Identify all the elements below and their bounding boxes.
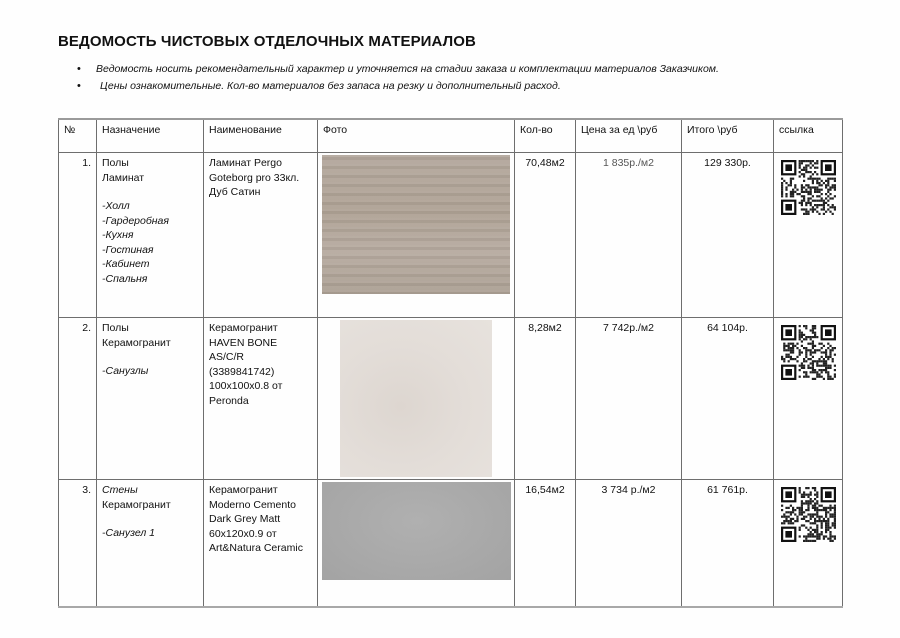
link-cell[interactable] — [774, 480, 843, 607]
purpose-type: Стены — [102, 484, 138, 496]
quantity: 70,48м2 — [515, 153, 576, 318]
room-item: -Кабинет — [102, 258, 150, 270]
header-purpose: Назначение — [97, 119, 204, 153]
header-total: Итого \руб — [682, 119, 774, 153]
photo-cell — [318, 480, 515, 607]
qr-code-icon[interactable] — [781, 325, 836, 380]
porcelain-bone-swatch-image — [340, 320, 492, 477]
row-num: 2. — [59, 318, 97, 480]
purpose-material: Керамогранит — [102, 336, 171, 349]
photo-cell — [318, 318, 515, 480]
quantity: 16,54м2 — [515, 480, 576, 607]
room-item: -Кухня — [102, 229, 134, 241]
link-cell[interactable] — [774, 153, 843, 318]
total-price: 64 104р. — [682, 318, 774, 480]
purpose-type: Полы — [102, 322, 129, 334]
header-qty: Кол-во — [515, 119, 576, 153]
header-name: Наименование — [204, 119, 318, 153]
cement-grey-swatch-image — [322, 482, 511, 580]
total-price: 61 761р. — [682, 480, 774, 607]
room-item: -Холл — [102, 200, 130, 212]
header-unit-price: Цена за ед \руб — [576, 119, 682, 153]
table-row — [59, 480, 843, 607]
qr-code-icon[interactable] — [781, 487, 836, 542]
purpose-material: Ламинат — [102, 171, 145, 184]
room-item: -Санузел 1 — [102, 527, 155, 539]
qr-code-icon[interactable] — [781, 160, 836, 215]
link-cell[interactable] — [774, 318, 843, 480]
table-row — [59, 153, 843, 318]
room-item: -Гостиная — [102, 243, 154, 256]
materials-table — [58, 118, 843, 608]
laminate-swatch-image — [322, 155, 510, 294]
table-row — [59, 318, 843, 480]
header-link: ссылка — [774, 119, 843, 153]
note-item: • Ведомость носить рекомендательный характер и уточняется на стадии заказа и комплектации материалов Заказчиком. — [74, 61, 719, 78]
row-num: 3. — [59, 480, 97, 607]
note-item: • Цены ознакомительные. Кол-во материалов без запаса на резку и дополнительный расход. — [74, 78, 719, 95]
purpose-cell — [97, 318, 204, 480]
row-num: 1. — [59, 153, 97, 318]
unit-price: 1 835р./м2 — [576, 153, 682, 318]
notes-list — [74, 61, 719, 95]
unit-price: 7 742р./м2 — [576, 318, 682, 480]
header-num: № — [59, 119, 97, 153]
purpose-cell — [97, 480, 204, 607]
quantity: 8,28м2 — [515, 318, 576, 480]
purpose-cell — [97, 153, 204, 318]
room-item: -Спальня — [102, 272, 148, 285]
material-name: Керамогранит Moderno Cemento Dark Grey Matt 60x120x0.9 от Art&Natura Ceramic — [204, 480, 318, 607]
total-price: 129 330р. — [682, 153, 774, 318]
table-header-row — [59, 119, 843, 153]
document-title: ВЕДОМОСТЬ ЧИСТОВЫХ ОТДЕЛОЧНЫХ МАТЕРИАЛОВ — [58, 33, 476, 50]
purpose-type: Полы — [102, 157, 129, 169]
material-name: Керамогранит HAVEN BONE AS/C/R (3389841742) 100x100x0.8 от Peronda — [204, 318, 318, 480]
unit-price: 3 734 р./м2 — [576, 480, 682, 607]
purpose-material: Керамогранит — [102, 498, 171, 511]
room-item: -Санузлы — [102, 365, 149, 377]
photo-cell — [318, 153, 515, 318]
header-photo: Фото — [318, 119, 515, 153]
room-item: -Гардеробная — [102, 214, 169, 227]
material-name: Ламинат Pergo Goteborg pro 33кл. Дуб Сатин — [204, 153, 318, 318]
